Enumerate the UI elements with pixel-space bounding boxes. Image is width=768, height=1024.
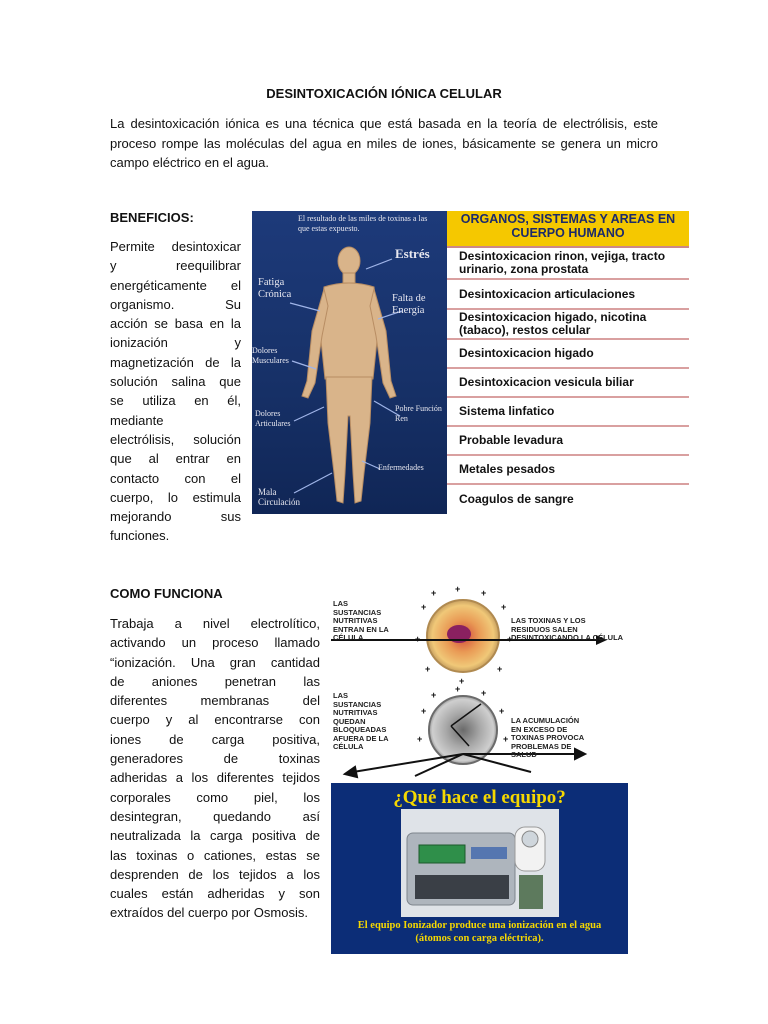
organs-table-row: Desintoxicacion articulaciones xyxy=(447,280,689,310)
text-line: contacto con el xyxy=(110,470,241,486)
label-nutrients-enter: LAS SUSTANCIAS NUTRITIVAS ENTRAN EN LA CÉLULA xyxy=(333,599,389,642)
text-line: adheridas a los diferentes tejidos xyxy=(110,770,320,786)
beneficios-heading: BENEFICIOS: xyxy=(110,210,194,225)
device-figure xyxy=(331,783,628,954)
text-line: desintegran, quedando así xyxy=(110,808,320,824)
svg-text:+: + xyxy=(459,676,465,686)
text-line: Trabaja a nivel electrolítico, xyxy=(110,616,320,631)
text-line: cuales están adheridas y son xyxy=(110,886,320,902)
text-line: solución salina que xyxy=(110,374,241,390)
organs-table-row: Sistema linfatico xyxy=(447,398,689,427)
text-line: diferentes membranas del xyxy=(110,693,320,709)
label-dolores-articulares: Dolores Articulares xyxy=(255,409,291,428)
label-toxin-accumulation: LA ACUMULACIÓN EN EXCESO DE TOXINAS PROVOCA PROBLEMAS DE SALUD xyxy=(511,716,584,759)
organs-table-row: Desintoxicacion higado, nicotina (tabaco), restos celular xyxy=(447,310,689,340)
text-line: mediante xyxy=(110,412,164,428)
svg-text:+: + xyxy=(481,588,487,598)
device-caption xyxy=(331,919,628,945)
text-line: las toxinas o cationes, estas se xyxy=(110,847,320,863)
svg-text:+: + xyxy=(415,634,421,644)
body-illustration-panel xyxy=(252,211,447,514)
intro-paragraph: La desintoxicación iónica es una técnica que está basada en la teoría de electrólisis, este proceso rompe las moléculas del agua en miles de iones, básicamente se genera un micro campo eléctrico en el agua. xyxy=(110,116,658,170)
svg-text:+: + xyxy=(497,664,503,674)
text-line: funciones. xyxy=(110,528,170,544)
text-line: de aniones penetran las xyxy=(110,673,320,689)
text-line: cuerpo y al encontrarse con xyxy=(110,712,320,728)
label-toxins-exit: LAS TOXINAS Y LOS RESIDUOS SALEN DESINTOXICANDO LA CÉLULA xyxy=(511,616,624,642)
text-line: ionización y xyxy=(110,335,241,351)
svg-text:+: + xyxy=(421,602,427,612)
svg-text:+: + xyxy=(431,588,437,598)
organs-table-row: Probable levadura xyxy=(447,427,689,456)
svg-text:+: + xyxy=(481,688,487,698)
label-mala-circulacion: Mala Circulación xyxy=(258,487,300,507)
text-line: desprenden de los tejidos a los xyxy=(110,866,320,882)
label-fatiga: Fatiga Crónica xyxy=(258,277,292,300)
label-dolores-musculares: Dolores Musculares xyxy=(252,346,289,365)
label-falta-energia: Falta de Energía xyxy=(392,293,426,316)
body-organs-figure xyxy=(252,211,689,514)
organs-table-header: ORGANOS, SISTEMAS Y AREAS EN CUERPO HUMANO xyxy=(447,211,689,248)
text-line: Permite desintoxicar xyxy=(110,239,241,254)
text-line: iones de carga positiva, xyxy=(110,731,320,747)
text-line: “ionización. Una gran cantidad xyxy=(110,654,320,670)
text-line: activando un proceso llamado xyxy=(110,635,320,651)
svg-text:+: + xyxy=(421,706,427,716)
como-funciona-heading: COMO FUNCIONA xyxy=(110,586,223,601)
label-pobre-funcion: Pobre Función Ren xyxy=(395,404,442,423)
svg-text:+: + xyxy=(499,706,505,716)
text-line: corporales como piel, los xyxy=(110,789,320,805)
svg-text:+: + xyxy=(455,684,461,694)
text-line: cuerpo, lo estimula xyxy=(110,489,241,505)
svg-text:+: + xyxy=(503,734,509,744)
como-funciona-text xyxy=(110,614,320,923)
organs-table-row: Desintoxicacion higado xyxy=(447,340,689,369)
organs-table-row: Desintoxicacion vesicula biliar xyxy=(447,369,689,398)
svg-text:+: + xyxy=(507,634,513,644)
text-line: energéticamente el xyxy=(110,277,241,293)
figure-caption: El resultado de las miles de toxinas a las que estas expuesto. xyxy=(298,214,428,233)
text-line: y reequilibrar xyxy=(110,258,241,274)
device-title: ¿Qué hace el equipo? xyxy=(393,787,566,808)
organs-table-row: Metales pesados xyxy=(447,456,689,485)
svg-text:+: + xyxy=(455,586,461,594)
text-line: que al entrar en xyxy=(110,451,241,467)
svg-text:+: + xyxy=(425,664,431,674)
cell-diagram-figure xyxy=(331,586,628,782)
label-enfermedades: Enfermedades xyxy=(378,463,424,472)
organs-table xyxy=(447,211,689,514)
text-line: neutralizada la carga positiva de xyxy=(110,828,320,844)
text-line: se utiliza en él, xyxy=(110,393,241,409)
organs-table-row: Coagulos de sangre xyxy=(459,492,574,506)
device-caption-line: El equipo Ionizador produce una ionización en el agua xyxy=(357,920,602,931)
text-line: extraídos del cuerpo por Osmosis. xyxy=(110,905,308,921)
organs-table-row: Desintoxicacion rinon, vejiga, tracto urinario, zona prostata xyxy=(447,248,689,280)
text-line: electrólisis, solución xyxy=(110,431,241,447)
label-nutrients-blocked: LAS SUSTANCIAS NUTRITIVAS QUEDAN BLOQUEADAS AFUERA DE LA CÉLULA xyxy=(333,691,389,751)
text-line: magnetización de la xyxy=(110,354,241,370)
document-title: DESINTOXICACIÓN IÓNICA CELULAR xyxy=(266,86,502,101)
device-caption-line: (átomos con carga eléctrica). xyxy=(415,933,544,944)
text-line: organismo. Su xyxy=(110,296,241,312)
svg-text:+: + xyxy=(501,602,507,612)
text-line: acción se basa en la xyxy=(110,316,241,332)
svg-text:+: + xyxy=(417,734,423,744)
text-line: mejorando sus xyxy=(110,509,241,525)
label-estres: Estrés xyxy=(395,246,430,261)
text-line: generadores de toxinas xyxy=(110,751,320,767)
svg-text:+: + xyxy=(431,690,437,700)
beneficios-text xyxy=(110,237,241,546)
